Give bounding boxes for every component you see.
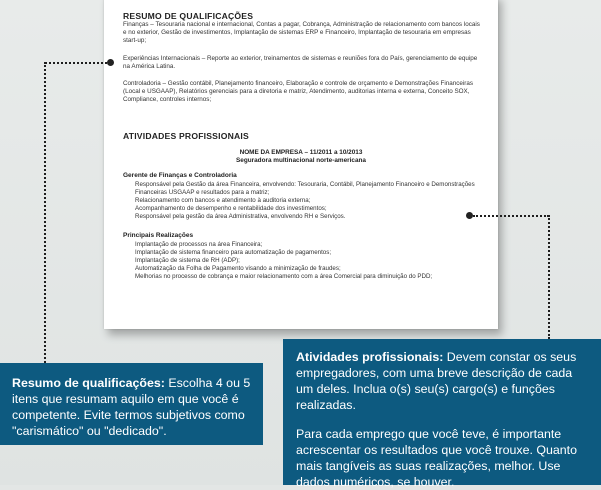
achievements-list [135,241,475,281]
activities-callout [283,339,601,489]
list-item: Implantação de sistema de RH (ADP); [135,257,240,265]
callout-right-text-2: Para cada emprego que você teve, é importante acrescentar os resultados que você trouxe. Quanto mais tangíveis as suas realizações, melhor. Use dados numéricos, se houver. [296,427,578,489]
list-item: Implantação de sistema financeiro para automatização de pagamentos; [135,249,332,257]
qualifications-heading: RESUMO DE QUALIFICAÇÕES [123,11,254,21]
callout-left-text: Escolha 4 ou 5 itens que resumam aquilo em que você é competente. Evite termos subjetivos como "carismático" ou "dedicado". [12,376,251,438]
connector-line-h-right [473,215,549,217]
list-item: Relacionamento com bancos e atendimento à auditoria externa; [135,197,311,205]
list-item: Acompanhamento de desempenho e rentabilidade dos investimentos; [135,205,327,213]
list-item: Responsável pela gestão da área Administrativa, envolvendo RH e Serviços. [135,213,346,221]
role-list [135,181,475,221]
list-item: Implantação de processos na área Financeira; [135,241,263,248]
list-item: Automatização da Folha de Pagamento visando a minimização de fraudes; [135,265,341,273]
qualifications-controller: Controladoria – Gestão contábil, Planejamento financeiro, Elaboração e controle de orçamento e Demonstrações Financeiras (Local e USGAAP), Relatórios gerenciais para a diretoria e matriz, Atendimento, auditorias interna e externa, Conceito SOX, Compliance, controles internos; [123,80,474,104]
activities-heading: ATIVIDADES PROFISSIONAIS [123,131,249,141]
connector-line-h-left [45,62,107,64]
qualifications-international: Experiências Internacionais – Reporte ao exterior, treinamentos de sistemas e reuniões fora do País, gerenciamento de equipe na América Latina. [123,55,478,71]
list-item: Melhorias no processo de cobrança e maior relacionamento com a área Comercial para diminuição do PDD; [135,273,433,281]
connector-line-v-left [44,62,46,363]
connector-dot-qualifications [107,59,114,66]
connector-dot-activities [466,212,473,219]
company-description: Seguradora multinacional norte-americana [236,157,366,164]
connector-line-v-right [548,215,550,339]
callout-right-label: Atividades profissionais: [296,350,444,364]
list-item: Responsável pela Gestão da área Financeira, envolvendo: Tesouraria, Contábil, Planejamento Financeiro e Demonstrações Financeiras USGAAP e resultados para a matriz; [135,181,475,197]
qualifications-finance: Finanças – Tesouraria nacional e internacional, Contas a pagar, Cobrança, Administração de relacionamento com bancos locais e no exterior, Gestão de investimentos, Implantação de sistemas ERP e Financeiro, Implantação de tesouraria em empresas start-up; [123,21,480,45]
achievements-title: Principais Realizações [123,232,194,239]
role-title: Gerente de Finanças e Controladoria [123,172,237,179]
qualifications-callout [0,363,263,445]
callout-left-label: Resumo de qualificações: [12,376,165,390]
callout-right-text: Devem constar os seus empregadores, com uma breve descrição de cada um deles. Inclua o(s) seu(s) cargo(s) e funções realizadas. [296,350,577,412]
resume-page [104,0,498,329]
company-line: NOME DA EMPRESA – 11/2011 a 10/2013 [239,149,363,156]
